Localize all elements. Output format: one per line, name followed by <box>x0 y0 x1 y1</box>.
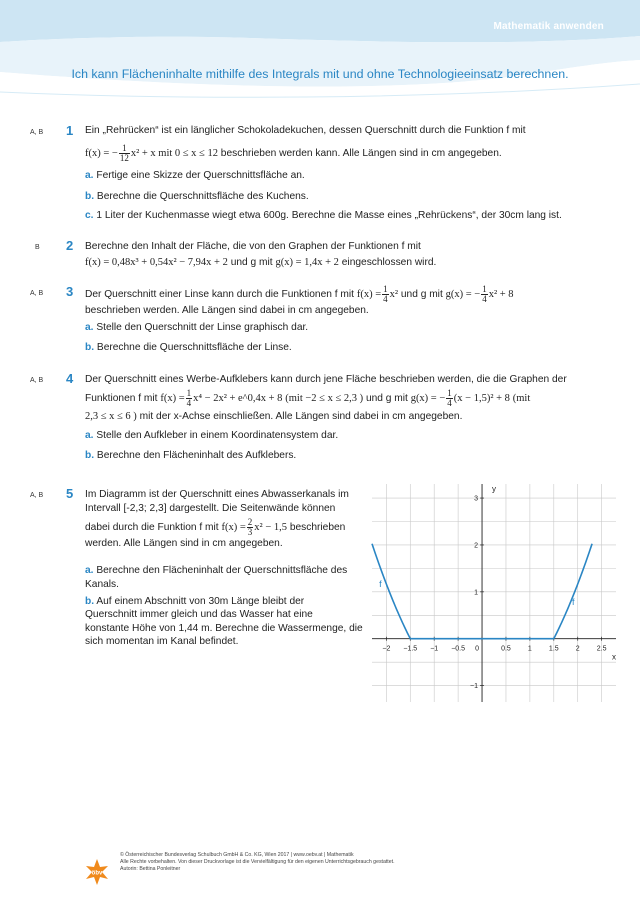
x-axis-label: x <box>612 652 616 662</box>
y-axis-label: y <box>492 484 497 494</box>
formula-f: f(x) = $\frac{1}{4}$ x² <box>356 284 399 304</box>
subtask-b-cont: Querschnitt immer gleich und das Wasser hat eine <box>85 609 313 620</box>
x-tick-label: 0 <box>475 645 479 653</box>
section-label: Mathematik anwenden <box>493 21 604 32</box>
formula-g: g(x) = − $\frac{1}{4}$ (x − 1,5)² + 8 <box>410 388 510 408</box>
subtask-b-cont: sich momentan im Kanal befindet. <box>85 636 239 647</box>
task-formula-line: Funktionen f mit f(x) = $\frac{1}{4}$ x⁴ − 2x² + e^0,4x + 8 (mit −2 ≤ x ≤ 2,3 ) und g mit g(x) = − $\frac{1}{4}$ (x − 1,5)² + 8 (mit <box>85 388 531 408</box>
x-tick-label: 1.5 <box>548 645 559 653</box>
task-text: Im Diagramm ist der Querschnitt eines Abwasserkanals im <box>85 489 349 500</box>
subtask-b: b. Berechne die Querschnittsfläche des Kuchens. <box>85 191 309 202</box>
subtask-b: b. Berechne die Querschnittsfläche der Linse. <box>85 342 292 353</box>
task-text: Intervall [-2,3; 2,3] dargestellt. Die Seitenwände können <box>85 503 336 514</box>
formula-f: f(x) = 0,48x³ + 0,54x² − 7,94x + 2 <box>85 257 228 268</box>
task-formula-line: dabei durch die Funktion f mit f(x) = $\frac{2}{3}$ x² − 1,5 beschrieben <box>85 517 346 537</box>
task-number: 1 <box>66 123 74 138</box>
task-formula-line <box>85 144 502 163</box>
y-tick-label: 2 <box>474 542 479 550</box>
task-formula-line: Der Querschnitt einer Linse kann durch die Funktionen f mit f(x) = $\frac{1}{4}$ x² und g mit g(x) = − $\frac{1}{4}$ x² + 8 <box>85 284 514 304</box>
task-level: A, B <box>30 129 44 136</box>
subtask-b: b. Auf einem Abschnitt von 30m Länge bleibt der <box>85 596 305 607</box>
x-tick-label: 1 <box>527 645 532 653</box>
task-number: 3 <box>66 284 74 299</box>
subtask-b: b. Berechne den Flächeninhalt des Aufklebers. <box>85 450 297 461</box>
task-level: A, B <box>30 492 44 499</box>
y-tick-label: 3 <box>474 495 479 503</box>
task-number: 5 <box>66 486 74 501</box>
subtask-a: a. Stelle den Querschnitt der Linse graphisch dar. <box>85 322 309 333</box>
curve-label-left: f <box>379 579 382 590</box>
x-tick-label: −0.5 <box>451 645 466 653</box>
task-text: werden. Alle Längen sind in cm angegeben. <box>85 538 283 549</box>
task-number: 2 <box>66 238 74 253</box>
header-banner <box>0 0 640 100</box>
subtask-b-cont: konstante Höhe von 1,44 m. Berechne die Wassermenge, die <box>85 623 363 634</box>
formula: f(x) = − $\frac{1}{12}$ x² + x mit 0 ≤ x ≤ 12 <box>85 143 218 163</box>
subtask-a: a. Fertige eine Skizze der Querschnittsfläche an. <box>85 170 305 181</box>
learning-goal: Ich kann Flächeninhalte mithilfe des Integrals mit und ohne Technologieeinsatz berechnen. <box>71 67 569 81</box>
formula-g: g(x) = 1,4x + 2 <box>275 257 339 268</box>
x-tick-label: 2.5 <box>596 645 607 653</box>
task-formula-line: f(x) = 0,48x³ + 0,54x² − 7,94x + 2 und g mit g(x) = 1,4x + 2 eingeschlossen wird. <box>85 257 437 268</box>
rights-line: Alle Rechte vorbehalten. Von dieser Druckvorlage ist die Vervielfältigung für den eigenen Unterrichtsgebrauch gestattet. <box>120 859 395 865</box>
formula-f: f(x) = $\frac{1}{4}$ x⁴ − 2x² + e^0,4x + 8 <box>160 388 283 408</box>
task-level: B <box>35 244 40 251</box>
x-tick-label: −2 <box>382 645 391 653</box>
y-tick-label: 1 <box>474 589 479 597</box>
subtask-a-cont: Kanals. <box>85 579 119 590</box>
subtask-c: c. 1 Liter der Kuchenmasse wiegt etwa 600g. Berechne die Masse eines „Rehrückens“, der 30cm lang ist. <box>85 210 562 221</box>
channel-diagram <box>368 480 630 706</box>
y-tick-label: −1 <box>470 683 479 691</box>
task-text: beschrieben werden kann. Alle Längen sind in cm angegeben. <box>220 147 502 159</box>
author-line: Autorin: Bettina Ponleitner <box>120 866 181 872</box>
task-text: 2,3 ≤ x ≤ 6 ) mit der x-Achse einschließen. Alle Längen sind dabei in cm angegeben. <box>85 411 463 422</box>
banner-wave <box>0 0 640 100</box>
formula-g: g(x) = − $\frac{1}{4}$ x² + 8 <box>445 284 514 304</box>
task-text: Ein „Rehrücken“ ist ein länglicher Schokoladekuchen, dessen Querschnitt durch die Funktion f mit <box>85 125 526 136</box>
task-text: Der Querschnitt eines Werbe-Aufklebers kann durch jene Fläche beschrieben werden, die die Graphen der <box>85 374 567 385</box>
x-tick-label: 0.5 <box>501 645 511 653</box>
oebv-logo <box>84 858 110 886</box>
x-tick-label: 2 <box>575 645 580 653</box>
subtask-a: a. Stelle den Aufkleber in einem Koordinatensystem dar. <box>85 430 339 441</box>
task-level: A, B <box>30 290 44 297</box>
task-number: 4 <box>66 371 74 386</box>
copyright-line: © Österreichischer Bundesverlag Schulbuch GmbH & Co. KG, Wien 2017 | www.oebv.at | Mathematik <box>120 852 354 858</box>
task-text: Berechne den Inhalt der Fläche, die von den Graphen der Funktionen f mit <box>85 241 421 252</box>
logo-text: öbv <box>91 870 103 877</box>
x-tick-label: −1.5 <box>403 645 418 653</box>
subtask-a: a. Berechne den Flächeninhalt der Querschnittsfläche des <box>85 565 348 576</box>
formula-f: f(x) = $\frac{2}{3}$ x² − 1,5 <box>221 517 287 537</box>
task-level: A, B <box>30 377 44 384</box>
x-tick-label: −1 <box>430 645 439 653</box>
curve-label-right: f <box>571 596 575 607</box>
footer <box>120 852 395 873</box>
task-text: beschrieben werden. Alle Längen sind dabei in cm angegeben. <box>85 305 369 316</box>
